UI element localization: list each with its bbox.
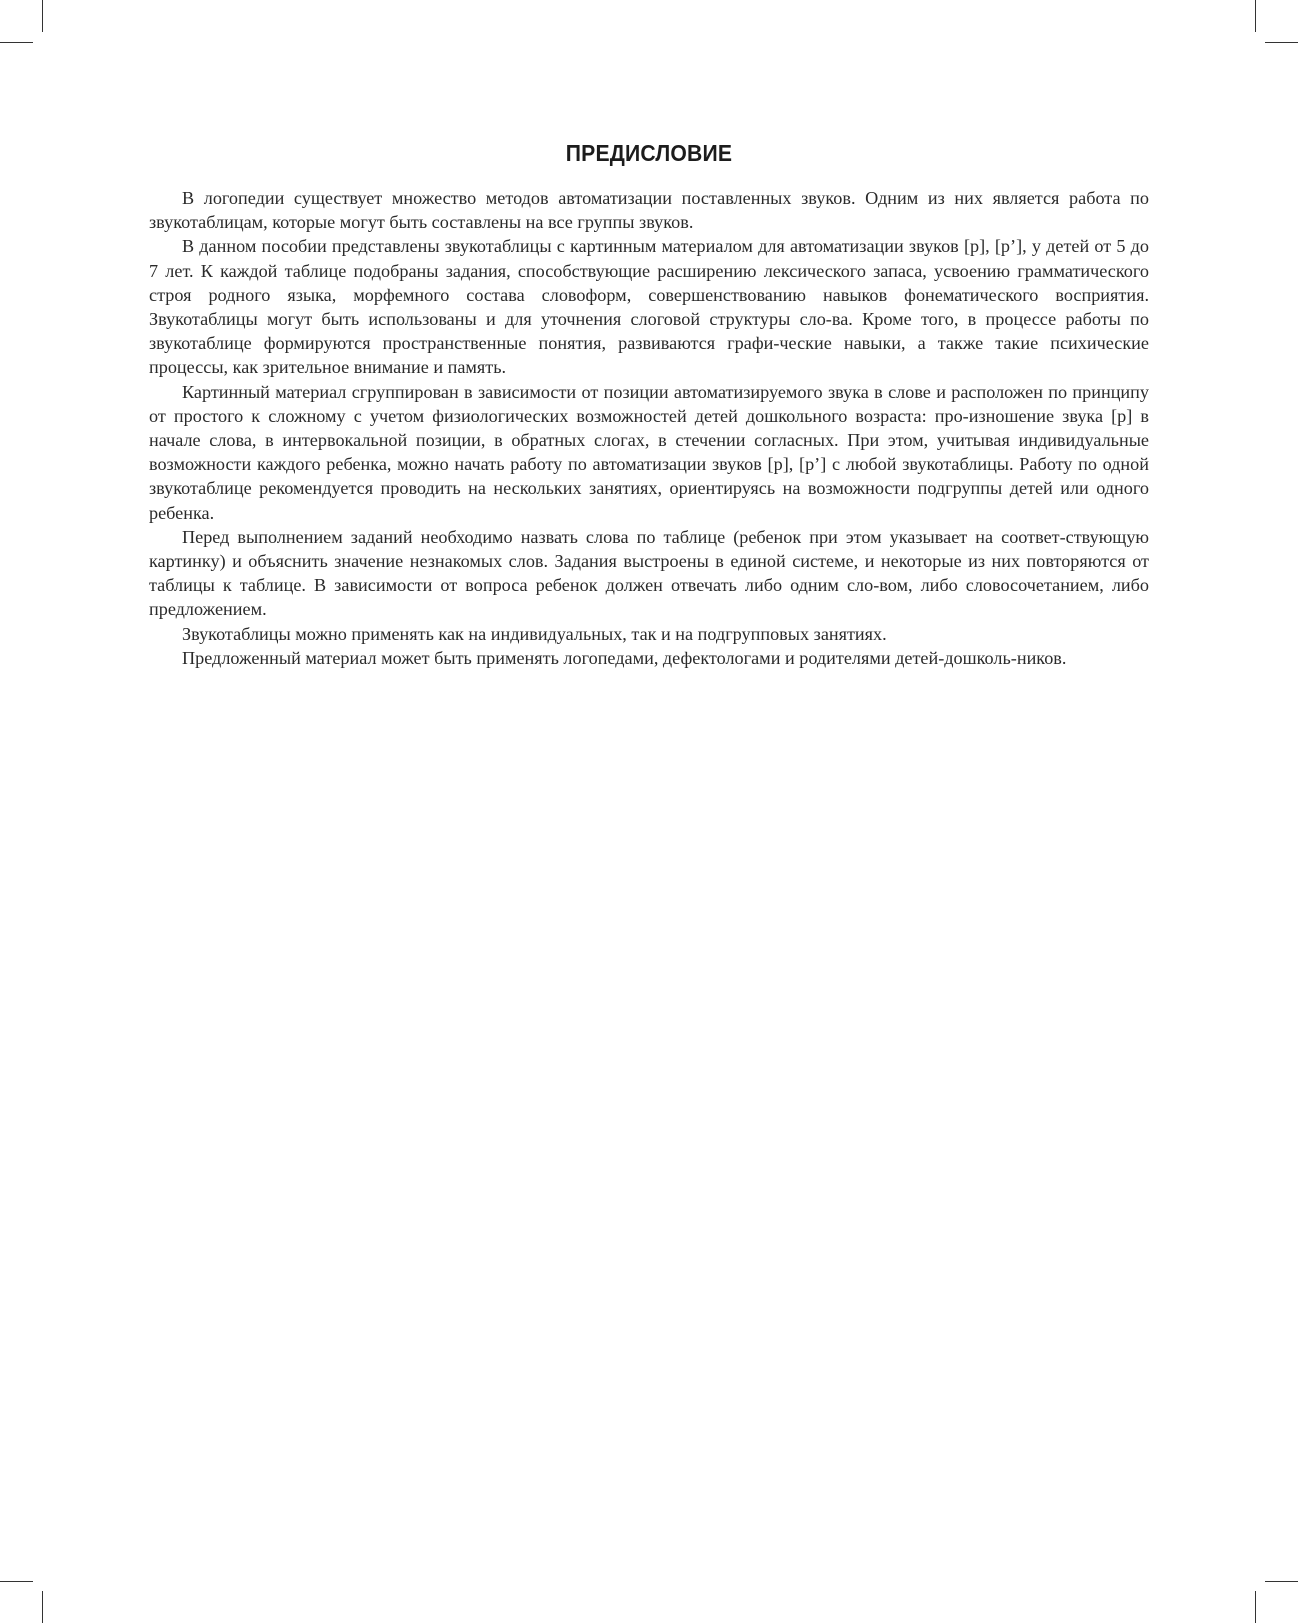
crop-mark-bottom-right-horizontal (1265, 1581, 1298, 1582)
paragraph-4: Перед выполнением заданий необходимо назвать слова по таблице (ребенок при этом указывает на соответ-ствующую картинку) и объяснить значение незнакомых слов. Задания выстроены в единой системе, и некоторые из них повторяются от таблицы к таблице. В зависимости от вопроса ребенок должен отвечать либо одним сло-вом, либо словосочетанием, либо предложением. (149, 526, 1149, 620)
paragraph-5: Звукотаблицы можно применять как на индивидуальных, так и на подгрупповых занятиях. (182, 623, 887, 644)
crop-mark-top-right-vertical (1255, 0, 1256, 32)
crop-mark-bottom-left-horizontal (0, 1581, 33, 1582)
paragraph-3: Картинный материал сгруппирован в зависимости от позиции автоматизируемого звука в слове и расположен по принципу от простого к сложному с учетом физиологических возможностей детей дошкольного возраста: про-изношение звука [р] в начале слова, в интервокальной позиции, в обратных слогах, в стечении согласных. При этом, учитывая индивидуальные возможности каждого ребенка, можно начать работу по автоматизации звуков [р], [р’] с любой звукотаблицы. Работу по одной звукотаблице рекомендуется проводить на нескольких занятиях, ориентируясь на возможности подгруппы детей или одного ребенка. (149, 381, 1149, 523)
page-title: ПРЕДИСЛОВИЕ (565, 140, 733, 166)
paragraph-1: В логопедии существует множество методов автоматизации поставленных звуков. Одним из них является работа по звукотаблицам, которые могут быть составлены на все группы звуков. (149, 188, 1149, 233)
crop-mark-top-right-horizontal (1265, 42, 1298, 43)
paragraph-6: Предложенный материал может быть применять логопедами, дефектологами и родителями детей-дошколь-ников. (182, 647, 1067, 668)
page-content (149, 140, 1149, 670)
crop-mark-top-left-horizontal (0, 42, 33, 43)
crop-mark-top-left-vertical (42, 0, 43, 32)
crop-mark-bottom-right-vertical (1255, 1591, 1256, 1623)
crop-mark-bottom-left-vertical (42, 1591, 43, 1623)
paragraph-2: В данном пособии представлены звукотаблицы с картинным материалом для автоматизации звуков [р], [р’], у детей от 5 до 7 лет. К каждой таблице подобраны задания, способствующие расширению лексического запаса, усвоению грамматического строя родного языка, морфемного состава словоформ, совершенствованию навыков фонематического восприятия. Звукотаблицы могут быть использованы и для уточнения слоговой структуры сло-ва. Кроме того, в процессе работы по звукотаблице формируются пространственные понятия, развиваются графи-ческие навыки, а также такие психические процессы, как зрительное внимание и память. (149, 236, 1149, 378)
